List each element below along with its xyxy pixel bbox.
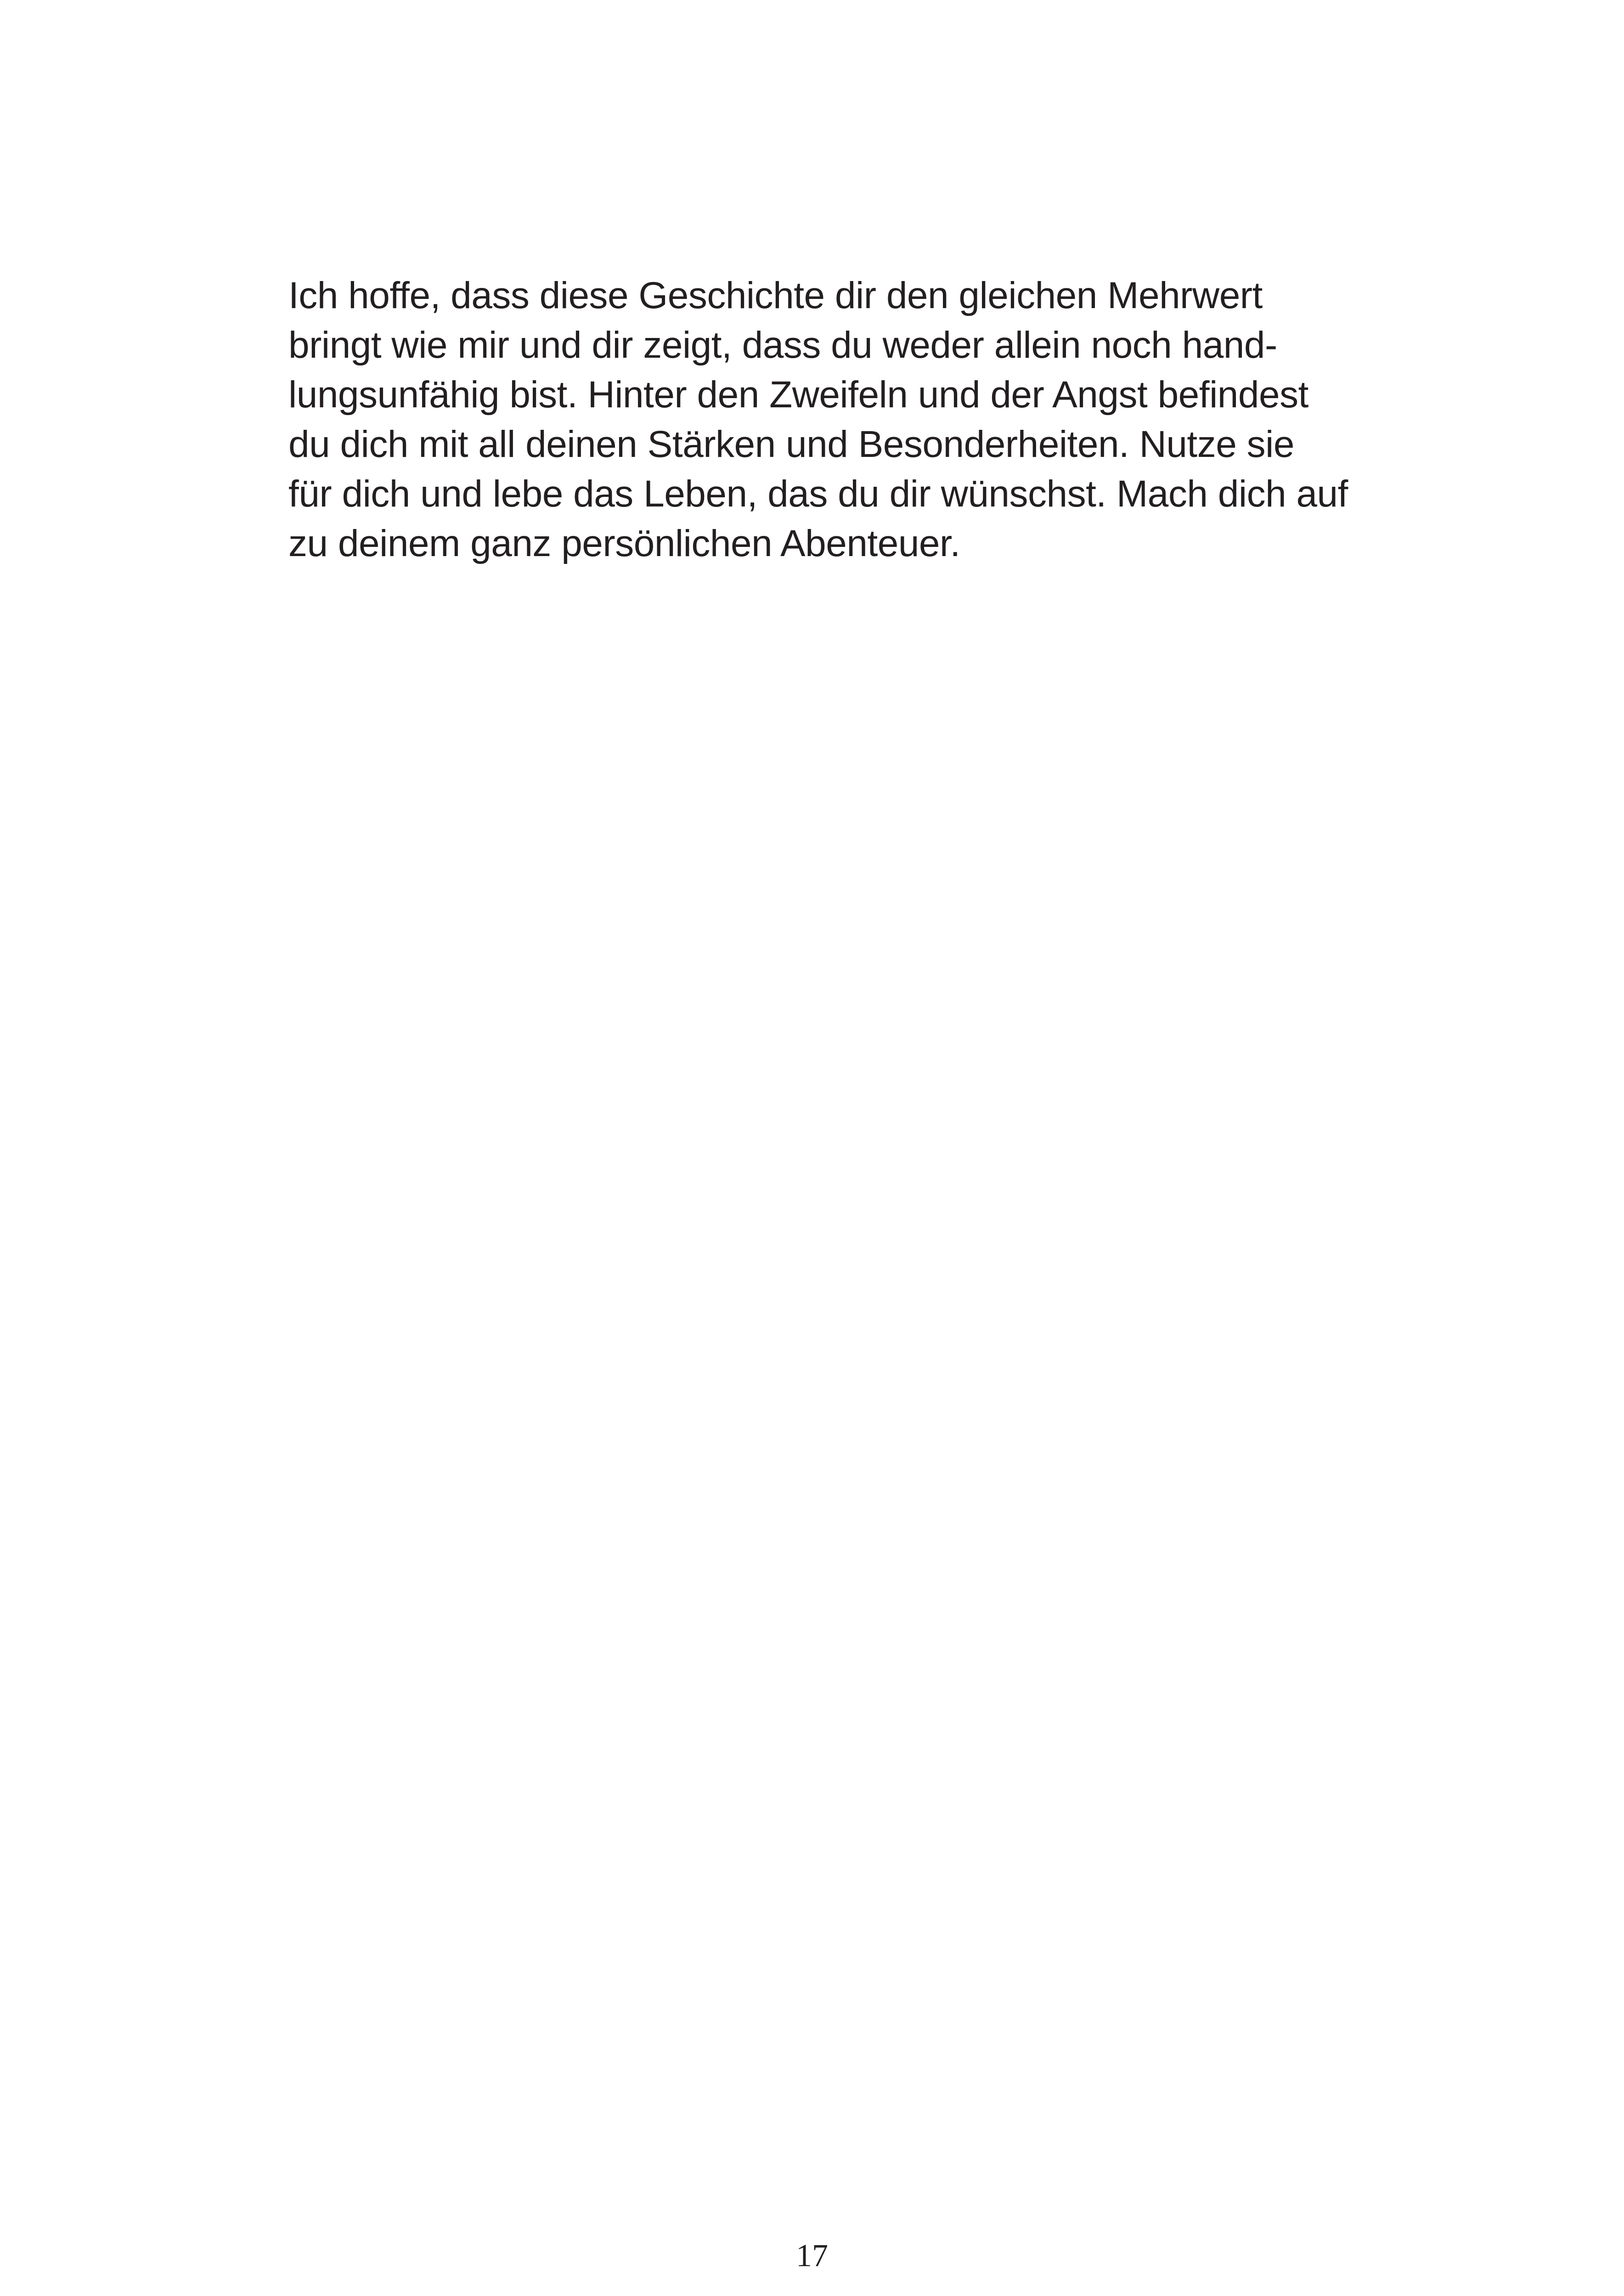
page-number: 17 xyxy=(796,2238,828,2273)
paragraph-line: lungsunfähig bist. Hinter den Zweifeln und der Angst befindest xyxy=(288,374,1308,416)
paragraph-line: du dich mit all deinen Stärken und Besonderheiten. Nutze sie xyxy=(288,423,1294,465)
paragraph-line: Ich hoffe, dass diese Geschichte dir den gleichen Mehrwert xyxy=(288,275,1263,316)
paragraph-line: zu deinem ganz persönlichen Abenteuer. xyxy=(288,523,960,564)
paragraph-line: für dich und lebe das Leben, das du dir wünschst. Mach dich auf xyxy=(288,473,1348,515)
paragraph-line: bringt wie mir und dir zeigt, dass du weder allein noch hand- xyxy=(288,324,1277,366)
body-paragraph xyxy=(288,271,1391,568)
